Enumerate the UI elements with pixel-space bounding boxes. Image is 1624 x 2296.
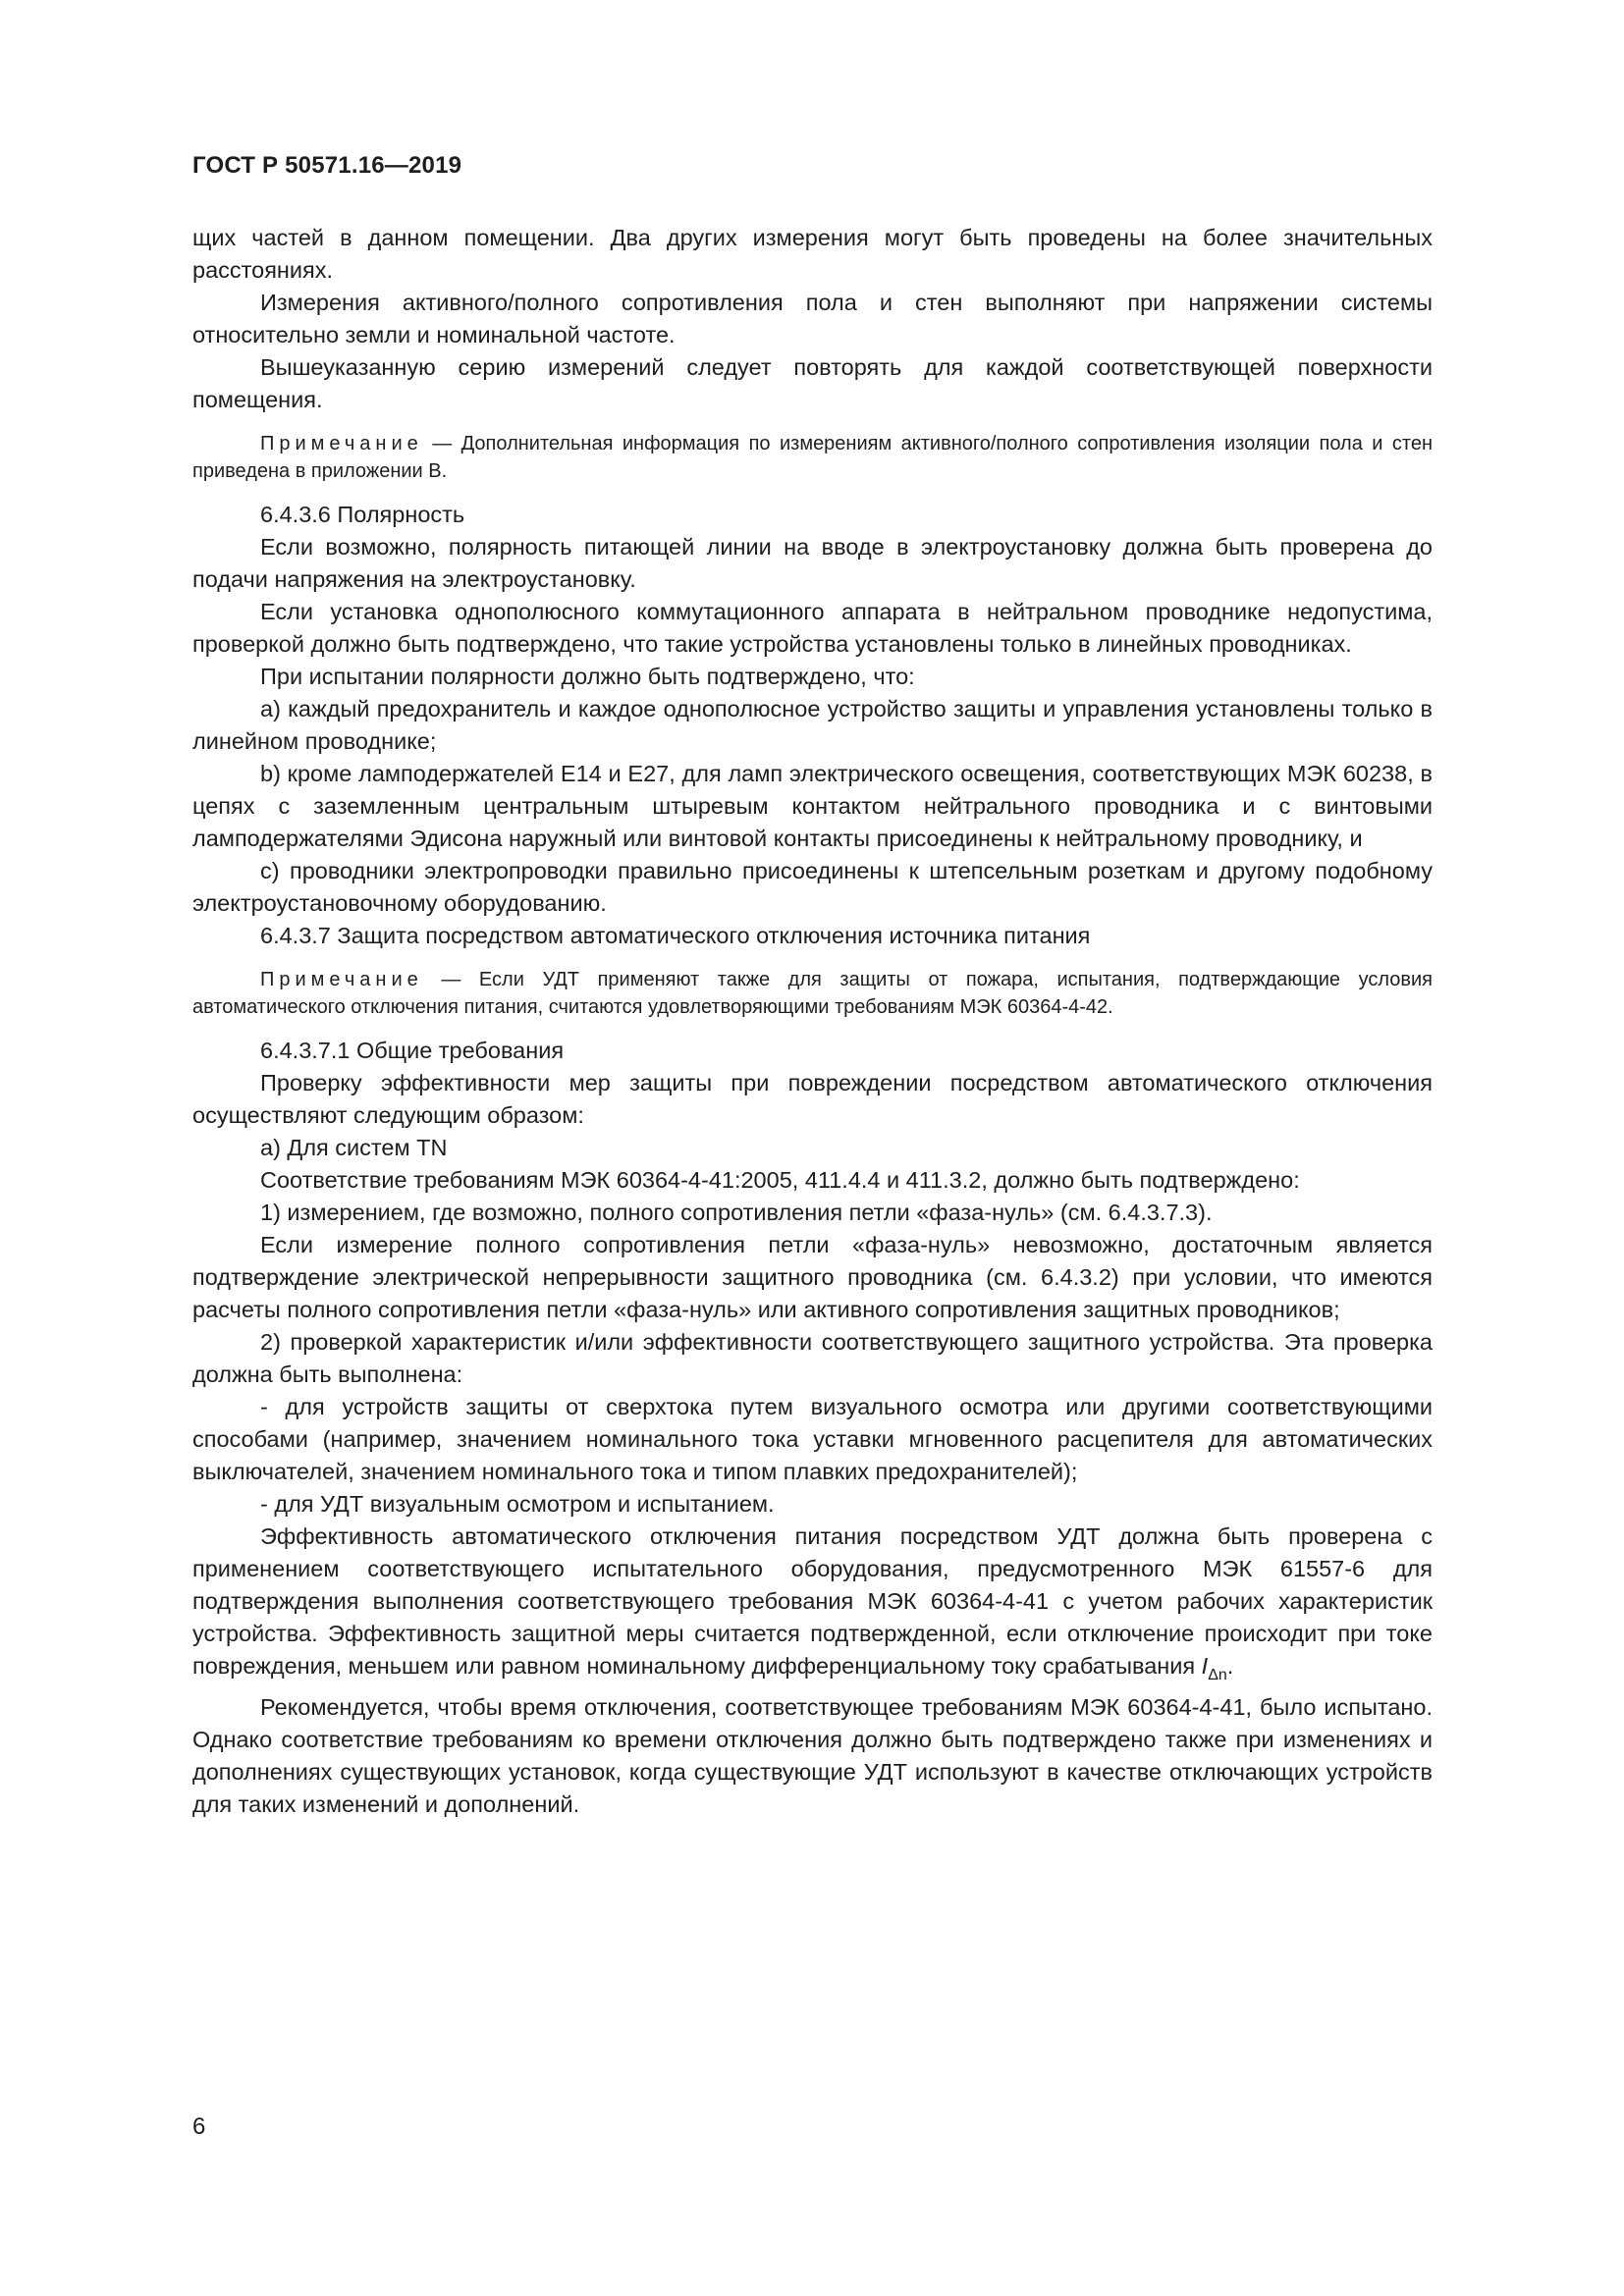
list-item: b) кроме ламподержателей E14 и E27, для ламп электрического освещения, соответствующих МЭК 60238, в цепях с заземленным центральным штыревым контактом нейтрального проводника и с винтовыми ламподержателями Эдисона наружный или винтовой контакты присоединены к нейтральному проводнику, и: [192, 761, 1433, 851]
paragraph: Проверку эффективности мер защиты при повреждении посредством автоматического отключения осуществляют следующим образом:: [192, 1070, 1433, 1128]
section-heading: 6.4.3.7 Защита посредством автоматического отключения источника питания: [260, 923, 1091, 948]
list-item: a) Для систем TN: [260, 1135, 448, 1160]
paragraph: Измерения активного/полного сопротивления пола и стен выполняют при напряжении системы относительно земли и номинальной частоте.: [192, 290, 1433, 347]
list-item: 1) измерением, где возможно, полного сопротивления петли «фаза-нуль» (см. 6.4.3.7.3).: [260, 1200, 1213, 1225]
paragraph: Если установка однополюсного коммутационного аппарата в нейтральном проводнике недопустима, проверкой должно быть подтверждено, что такие устройства установлены только в линейных проводниках.: [192, 599, 1433, 657]
paragraph: Рекомендуется, чтобы время отключения, соответствующее требованиям МЭК 60364-4-41, было испытано. Однако соответствие требованиям ко времени отключения должно быть подтверждено также при изменениях и дополнениях существующих установок, когда существующие УДТ используют в качестве отключающих устройств для таких изменений и дополнений.: [192, 1694, 1433, 1817]
note-text: — Если УДТ применяют также для защиты от пожара, испытания, подтверждающие условия автоматического отключения питания, считаются удовлетворяющими требованиям МЭК 60364-4-42.: [192, 969, 1433, 1018]
paragraph: Если измерение полного сопротивления петли «фаза-нуль» невозможно, достаточным является подтверждение электрической непрерывности защитного проводника (см. 6.4.3.2) при условии, что имеются расчеты полного сопротивления петли «фаза-нуль» или активного сопротивления защитных проводников;: [192, 1232, 1433, 1322]
list-item: - для УДТ визуальным осмотром и испытанием.: [260, 1491, 775, 1517]
note-label: Примечание: [260, 433, 423, 454]
note-label: Примечание: [260, 969, 423, 990]
page-number: 6: [192, 2113, 206, 2140]
section-heading: 6.4.3.6 Полярность: [260, 502, 465, 527]
note: [192, 430, 1433, 485]
paragraph: [192, 1521, 1433, 1691]
paragraph-end: .: [1226, 1653, 1234, 1679]
list-item: - для устройств защиты от сверхтока путем визуального осмотра или другими соответствующими способами (например, значением номинального тока уставки мгновенного расцепителя для автоматических выключателей, значением номинального тока и типом плавких предохранителей);: [192, 1394, 1433, 1484]
paragraph: Соответствие требованиям МЭК 60364-4-41:2005, 411.4.4 и 411.3.2, должно быть подтверждено:: [260, 1167, 1300, 1193]
paragraph: Если возможно, полярность питающей линии на вводе в электроустановку должна быть проверена до подачи напряжения на электроустановку.: [192, 534, 1433, 592]
paragraph: Вышеуказанную серию измерений следует повторять для каждой соответствующей поверхности помещения.: [192, 354, 1433, 412]
list-item: c) проводники электропроводки правильно присоединены к штепсельным розеткам и другому подобному электроустановочному оборудованию.: [192, 858, 1433, 916]
paragraph: При испытании полярности должно быть подтверждено, что:: [260, 664, 915, 689]
note: [192, 966, 1433, 1021]
paragraph: щих частей в данном помещении. Два других измерения могут быть проведены на более значительных расстояниях.: [192, 225, 1433, 283]
document-header: ГОСТ Р 50571.16—2019: [192, 152, 462, 179]
section-heading: 6.4.3.7.1 Общие требования: [260, 1038, 565, 1063]
list-item: 2) проверкой характеристик и/или эффективности соответствующего защитного устройства. Эта проверка должна быть выполнена:: [192, 1329, 1433, 1387]
document-body: [192, 222, 1433, 1821]
list-item: a) каждый предохранитель и каждое однополюсное устройство защиты и управления установлены только в линейном проводнике;: [192, 696, 1433, 754]
current-symbol: I: [1201, 1653, 1209, 1679]
paragraph-text: Эффективность автоматического отключения питания посредством УДТ должна быть проверена с применением соответствующего испытательного оборудования, предусмотренного МЭК 61557-6 для подтверждения выполнения соответствующего требования МЭК 60364-4-41 с учетом рабочих характеристик устройства. Эффективность защитной меры считается подтвержденной, если отключение происходит при токе повреждения, меньшем или равном номинальному дифференциальному току срабатывания: [192, 1523, 1433, 1679]
current-subscript: Δn: [1208, 1667, 1227, 1683]
note-text: — Дополнительная информация по измерениям активного/полного сопротивления изоляции пола и стен приведена в приложении В.: [192, 433, 1433, 482]
